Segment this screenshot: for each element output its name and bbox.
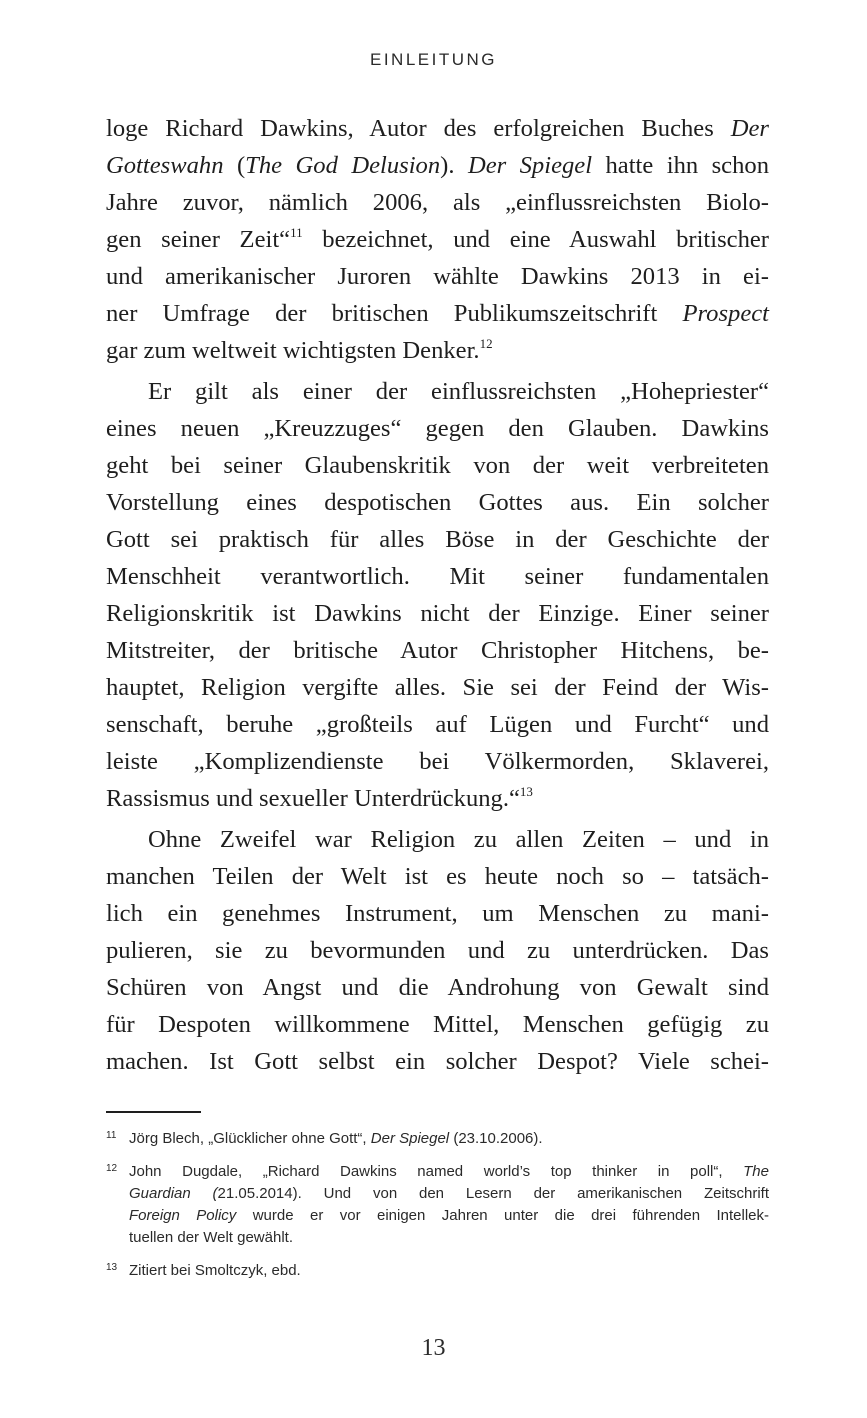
text-line — [106, 780, 769, 817]
italic-text: Prospect — [682, 300, 769, 327]
text-run: Zitiert bei Smoltczyk, ebd. — [129, 1262, 301, 1279]
footnote — [106, 1260, 769, 1282]
footnote-ref: 12 — [479, 336, 493, 351]
text-line — [106, 706, 769, 743]
italic-text: Gotteswahn — [106, 152, 224, 179]
text-line — [106, 858, 769, 895]
text-line — [106, 895, 769, 932]
text-line — [106, 932, 769, 969]
text-run: wurde er vor einigen Jahren unter die drei führenden Intellek- — [236, 1207, 769, 1224]
footnote-rule — [106, 1111, 201, 1113]
text-line — [106, 521, 769, 558]
text-line — [106, 147, 769, 184]
text-line — [106, 295, 769, 332]
footnote-line — [129, 1183, 769, 1205]
footnote-ref: 11 — [290, 225, 303, 240]
text-line — [106, 258, 769, 295]
text-line — [106, 669, 769, 706]
text-run: leiste „Komplizendienste bei Völkermorden, Sklaverei, — [106, 748, 769, 775]
footnote-number: 12 — [106, 1163, 118, 1174]
text-run: tuellen der Welt gewählt. — [129, 1229, 293, 1246]
text-run: ner Umfrage der britischen Publikumszeitschrift — [106, 300, 683, 327]
text-line — [106, 1006, 769, 1043]
text-run: senschaft, beruhe „großteils auf Lügen und Furcht“ und — [106, 711, 769, 738]
text-line — [106, 410, 769, 447]
text-run: pulieren, sie zu bevormunden und zu unterdrücken. Das — [106, 937, 769, 964]
text-run: Er gilt als einer der einflussreichsten „Hohepriester“ — [148, 378, 769, 405]
footnote-number: 11 — [106, 1130, 117, 1141]
text-run: hauptet, Religion vergifte alles. Sie sei der Feind der Wis- — [106, 674, 769, 701]
italic-text: Guardian ( — [129, 1185, 218, 1202]
text-line — [106, 595, 769, 632]
text-run: Gott sei praktisch für alles Böse in der Geschichte der — [106, 526, 769, 553]
text-run: geht bei seiner Glaubenskritik von der weit verbreiteten — [106, 452, 769, 479]
text-run: machen. Ist Gott selbst ein solcher Despot? Viele schei- — [106, 1048, 769, 1075]
text-line — [106, 969, 769, 1006]
text-run: gar zum weltweit wichtigsten Denker. — [106, 337, 480, 364]
text-run: John Dugdale, „Richard Dawkins named world’s top thinker in poll“, — [129, 1163, 744, 1180]
footnote-line — [129, 1161, 769, 1183]
footnote-line — [129, 1205, 769, 1227]
text-line — [106, 632, 769, 669]
text-run: eines neuen „Kreuzzuges“ gegen den Glauben. Dawkins — [106, 415, 769, 442]
text-line — [106, 373, 769, 410]
italic-text: Foreign Policy — [129, 1207, 237, 1224]
italic-text: Der — [730, 115, 769, 142]
text-run: Ohne Zweifel war Religion zu allen Zeiten – und in — [148, 826, 769, 853]
body-text — [106, 110, 769, 1080]
text-run: Schüren von Angst und die Androhung von Gewalt sind — [106, 974, 769, 1001]
text-line — [106, 1043, 769, 1080]
text-run: manchen Teilen der Welt ist es heute noch so – tatsäch- — [106, 863, 769, 890]
text-run: Religionskritik ist Dawkins nicht der Einzige. Einer seiner — [106, 600, 769, 627]
footnote — [106, 1161, 769, 1249]
text-run: lich ein genehmes Instrument, um Menschen zu mani- — [106, 900, 769, 927]
footnote-line — [129, 1260, 769, 1282]
text-line — [106, 743, 769, 780]
text-run: loge Richard Dawkins, Autor des erfolgreichen Buches — [106, 115, 731, 142]
text-run: bezeichnet, und eine Auswahl britischer — [302, 226, 769, 253]
text-line — [106, 484, 769, 521]
text-line — [106, 332, 769, 369]
footnote-number: 13 — [106, 1262, 118, 1273]
italic-text: Der Spiegel — [467, 152, 593, 179]
text-line — [106, 184, 769, 221]
text-run: (23.10.2006). — [449, 1130, 543, 1147]
text-line — [106, 110, 769, 147]
text-run: Menschheit verantwortlich. Mit seiner fundamentalen — [106, 563, 769, 590]
footnote — [106, 1128, 769, 1150]
text-run: hatte ihn schon — [592, 152, 769, 179]
text-run: und amerikanischer Juroren wählte Dawkins 2013 in ei- — [106, 263, 769, 290]
footnote-line — [129, 1128, 769, 1150]
footnote-ref: 13 — [519, 784, 533, 799]
text-line — [106, 821, 769, 858]
text-run: ( — [223, 152, 246, 179]
footnotes — [106, 1128, 769, 1293]
text-run: gen seiner Zeit“ — [106, 226, 291, 253]
text-line — [106, 558, 769, 595]
italic-text: Der Spiegel — [370, 1130, 450, 1147]
text-run: Rassismus und sexueller Unterdrückung.“ — [106, 785, 520, 812]
text-line — [106, 447, 769, 484]
italic-text: The — [743, 1163, 769, 1180]
text-run: für Despoten willkommene Mittel, Menschen gefügig zu — [106, 1011, 769, 1038]
page-number: 13 — [421, 1335, 446, 1361]
text-run: Jahre zuvor, nämlich 2006, als „einflussreichsten Biolo- — [106, 189, 769, 216]
text-run: 21.05.2014). Und von den Lesern der amerikanischen Zeitschrift — [217, 1185, 769, 1202]
footnote-line — [129, 1227, 769, 1249]
text-line — [106, 221, 769, 258]
running-head: EINLEITUNG — [369, 50, 498, 69]
text-run: Vorstellung eines despotischen Gottes aus. Ein solcher — [106, 489, 769, 516]
text-run: Mitstreiter, der britische Autor Christopher Hitchens, be- — [106, 637, 769, 664]
text-run: Jörg Blech, „Glücklicher ohne Gott“, — [129, 1130, 371, 1147]
italic-text: The God Delusion — [245, 152, 441, 179]
text-run: ). — [440, 152, 468, 179]
